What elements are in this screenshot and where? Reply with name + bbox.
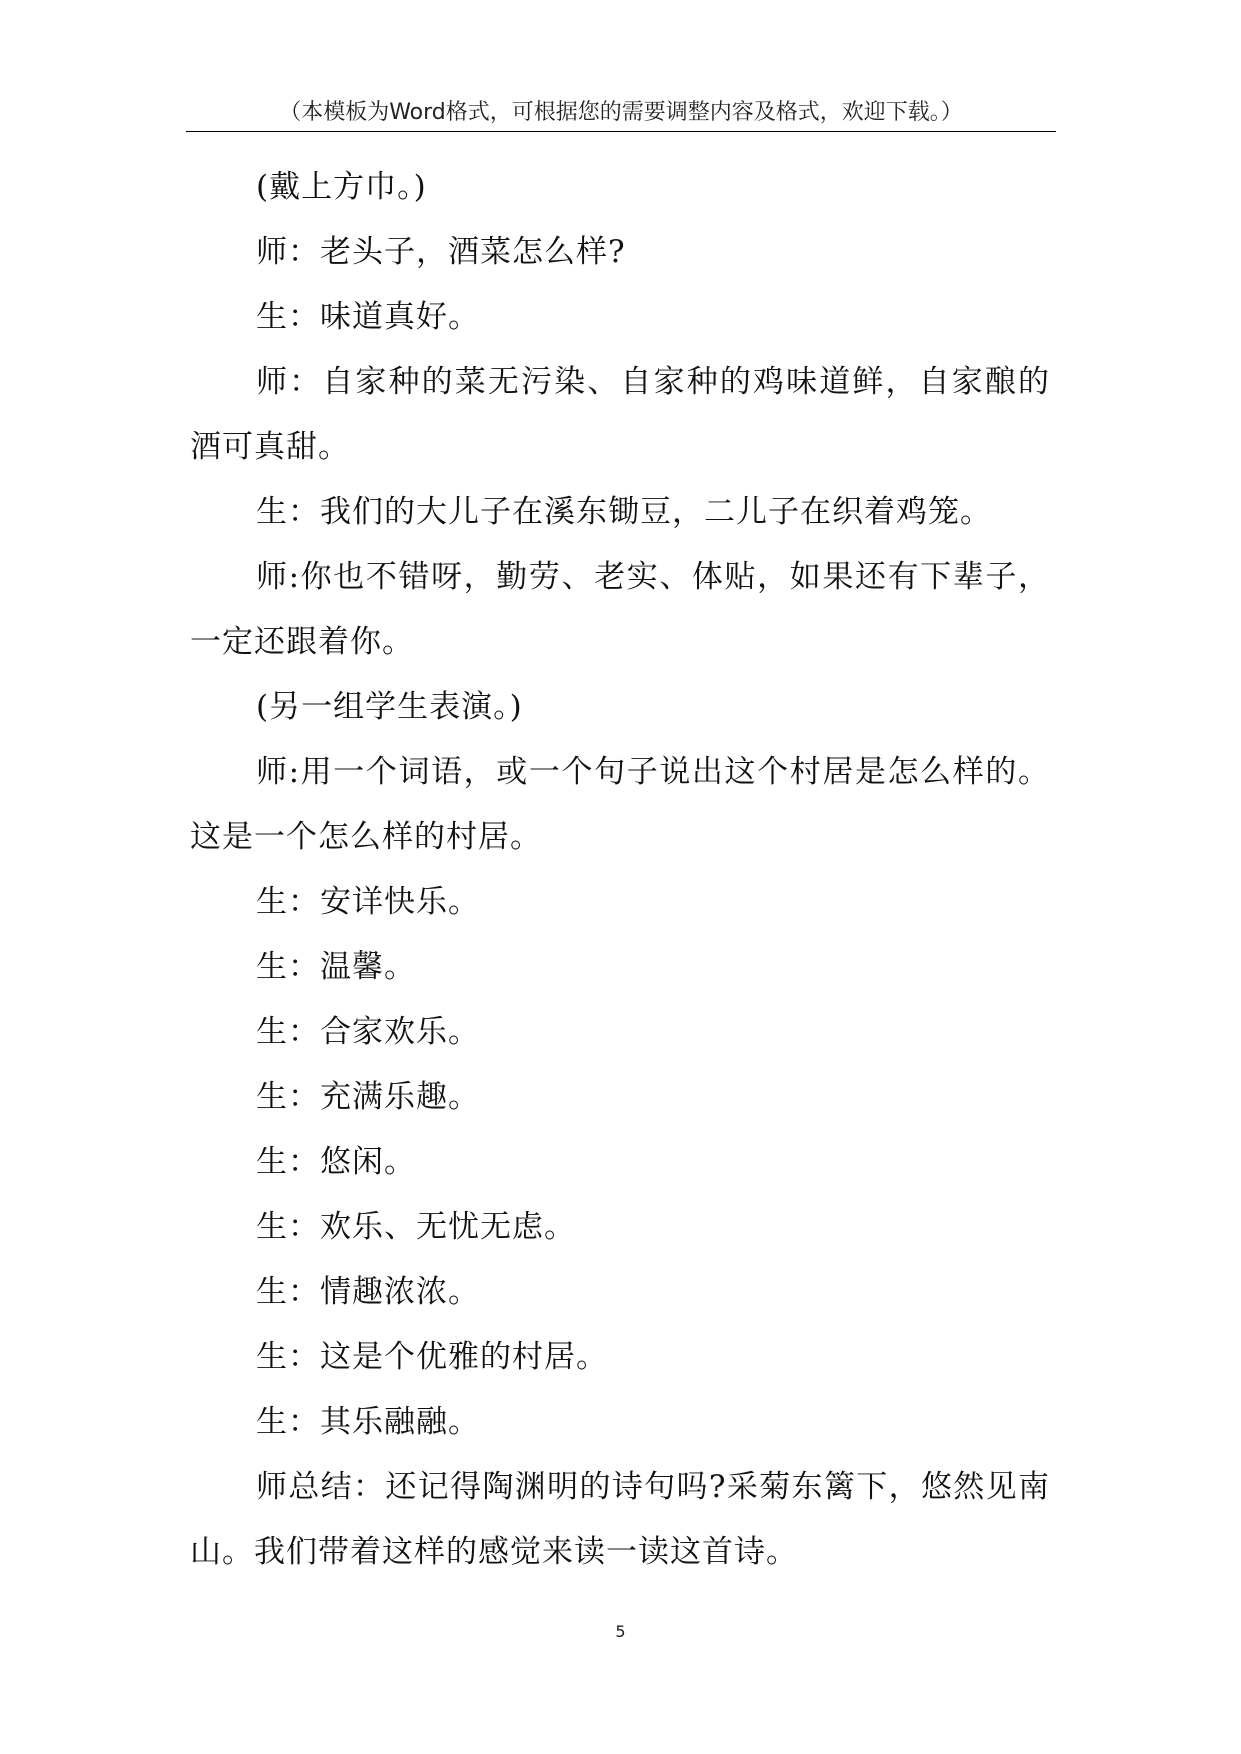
paragraph: 生：充满乐趣。 <box>256 1079 480 1115</box>
paragraph: 师总结：还记得陶渊明的诗句吗?采菊东篱下，悠然见南山。我们带着这样的感觉来读一读这首诗。 <box>190 1469 1050 1570</box>
paragraph: 生：欢乐、无忧无虑。 <box>256 1209 576 1245</box>
paragraph: 生：其乐融融。 <box>256 1404 480 1440</box>
paragraph: 生：合家欢乐。 <box>256 1014 480 1050</box>
paragraph: 生：安详快乐。 <box>256 884 480 920</box>
document-body <box>190 155 1050 1585</box>
paragraph: 生：我们的大儿子在溪东锄豆，二儿子在织着鸡笼。 <box>256 494 992 530</box>
paragraph: 生：温馨。 <box>256 949 416 985</box>
paragraph: 师：老头子，酒菜怎么样? <box>256 234 626 270</box>
paragraph: (另一组学生表演。) <box>256 689 523 725</box>
paragraph: (戴上方巾。) <box>256 169 427 205</box>
page-header <box>186 92 1056 132</box>
header-notice: （本模板为Word格式，可根据您的需要调整内容及格式，欢迎下载。） <box>279 100 963 125</box>
paragraph: 师：自家种的菜无污染、自家种的鸡味道鲜，自家酿的酒可真甜。 <box>190 364 1050 465</box>
paragraph: 生：味道真好。 <box>256 299 480 335</box>
paragraph: 生：悠闲。 <box>256 1144 416 1180</box>
paragraph: 生：情趣浓浓。 <box>256 1274 480 1310</box>
paragraph: 师:你也不错呀，勤劳、老实、体贴，如果还有下辈子，一定还跟着你。 <box>190 559 1050 660</box>
paragraph: 生：这是个优雅的村居。 <box>256 1339 608 1375</box>
paragraph: 师:用一个词语，或一个句子说出这个村居是怎么样的。这是一个怎么样的村居。 <box>190 754 1050 855</box>
page-number: 5 <box>615 1622 626 1641</box>
